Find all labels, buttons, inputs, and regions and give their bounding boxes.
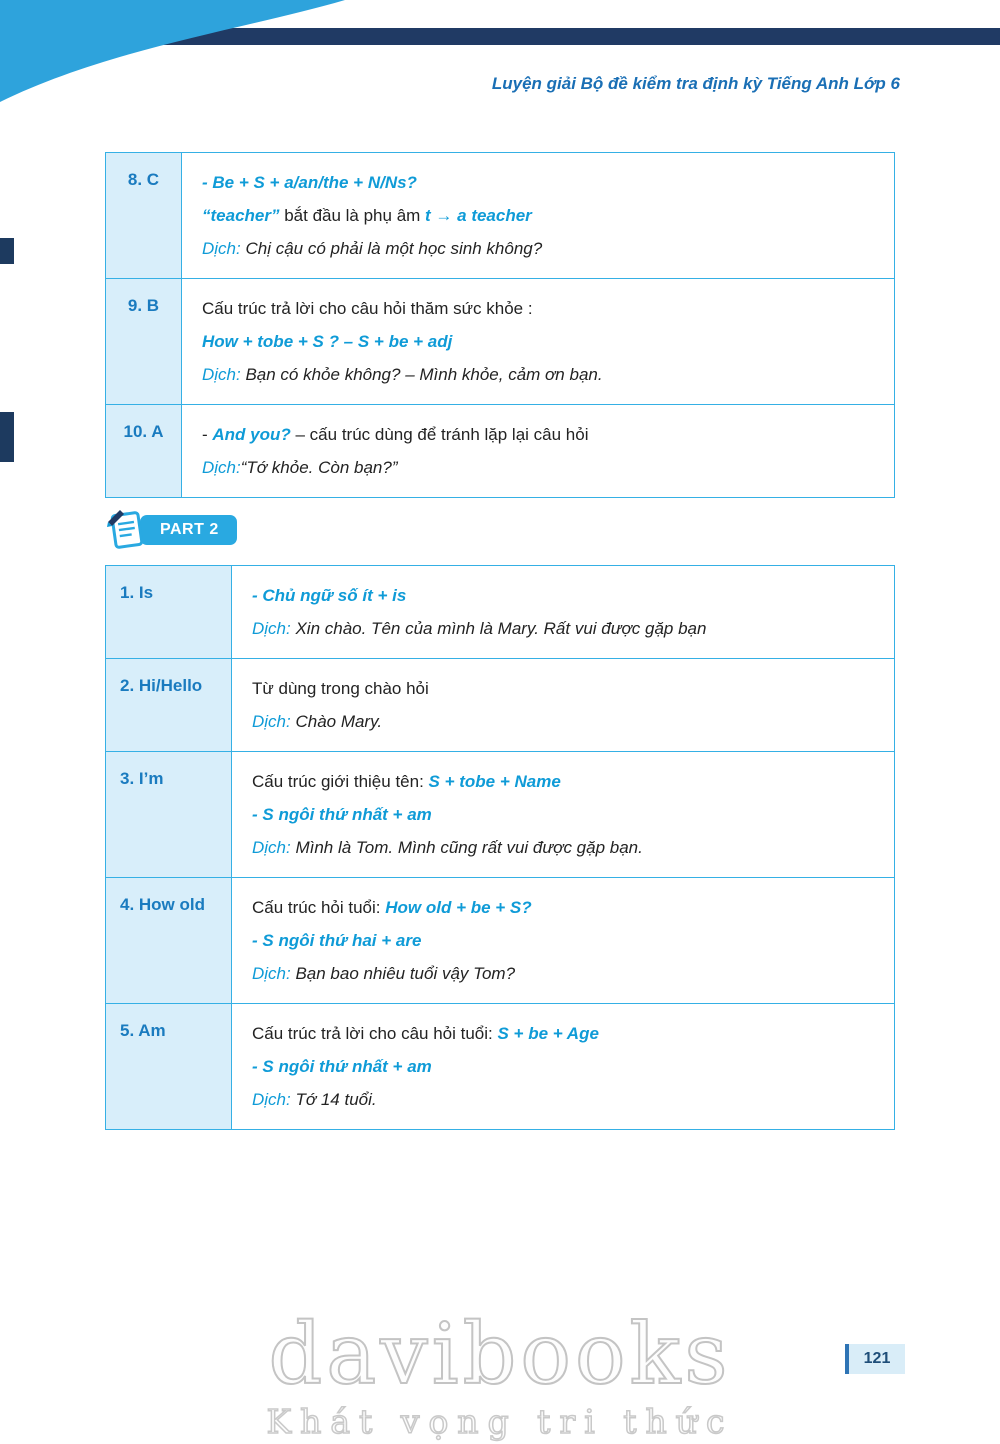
explanation-cell [232,566,894,658]
explanation-cell [232,752,894,877]
answer-key-table [105,152,895,498]
table-row [106,153,894,279]
part-2-badge: PART 2 [140,515,237,545]
table-row [106,1004,894,1129]
explanation-line: Cấu trúc hỏi tuổi: How old + be + S? [252,898,532,917]
answer-label: 8. C [106,153,182,278]
page-number-badge [845,1344,905,1374]
explanation-cell [182,405,894,497]
watermark [0,1305,1000,1441]
explanation-line: Cấu trúc giới thiệu tên: S + tobe + Name [252,772,561,791]
table-row [106,405,894,497]
explanation-line: How + tobe + S ? – S + be + adj [202,332,453,351]
explanation-line: - S ngôi thứ hai + are [252,931,422,950]
explanation-line: Cấu trúc trả lời cho câu hỏi tuổi: S + be + Age [252,1024,599,1043]
part-heading [106,508,237,552]
answer-label: 3. I’m [106,752,232,877]
explanation-line: Từ dùng trong chào hỏi [252,679,429,698]
notepad-pencil-icon [106,508,148,552]
explanation-line: - Be + S + a/an/the + N/Ns? [202,173,417,192]
side-tab [0,238,14,264]
explanation-line: Dịch: Chị cậu có phải là một học sinh không? [202,239,543,258]
top-swoosh [0,0,345,102]
explanation-cell [182,279,894,404]
explanation-cell [232,659,894,751]
answer-label: 1. Is [106,566,232,658]
explanation-line: - S ngôi thứ nhất + am [252,1057,432,1076]
top-decoration [0,0,1000,130]
explanation-line: Dịch:“Tớ khỏe. Còn bạn?” [202,458,398,477]
explanation-line: Dịch: Bạn bao nhiêu tuổi vậy Tom? [252,964,516,983]
table-row [106,279,894,405]
explanation-cell [232,1004,894,1129]
answer-label: 9. B [106,279,182,404]
table-row [106,566,894,659]
explanation-line: - S ngôi thứ nhất + am [252,805,432,824]
explanation-line: Dịch: Tớ 14 tuổi. [252,1090,377,1109]
explanation-line: - And you? – cấu trúc dùng để tránh lặp lại câu hỏi [202,425,589,444]
answer-label: 5. Am [106,1004,232,1129]
explanation-line: Dịch: Xin chào. Tên của mình là Mary. Rất vui được gặp bạn [252,619,707,638]
watermark-subtitle: Khát vọng tri thức [266,1402,734,1441]
watermark-title: davibooks [268,1305,732,1403]
explanation-line: “teacher” bắt đầu là phụ âm t → a teacher [202,206,532,225]
explanation-line: Dịch: Bạn có khỏe không? – Mình khỏe, cảm ơn bạn. [202,365,603,384]
table-row [106,878,894,1004]
answer-label: 10. A [106,405,182,497]
side-tab [0,412,14,462]
table-row [106,752,894,878]
explanation-line: Dịch: Chào Mary. [252,712,383,731]
table-row [106,659,894,752]
part2-answer-table [105,565,895,1130]
answer-label: 2. Hi/Hello [106,659,232,751]
page-header-title: Luyện giải Bộ đề kiểm tra định kỳ Tiếng Anh Lớp 6 [491,74,900,93]
explanation-cell [182,153,894,278]
answer-label: 4. How old [106,878,232,1003]
explanation-cell [232,878,894,1003]
explanation-line: Cấu trúc trả lời cho câu hỏi thăm sức khỏe : [202,299,533,318]
explanation-line: Dịch: Mình là Tom. Mình cũng rất vui được gặp bạn. [252,838,643,857]
page-number: 121 [863,1350,891,1367]
explanation-line: - Chủ ngữ số ít + is [252,586,407,605]
